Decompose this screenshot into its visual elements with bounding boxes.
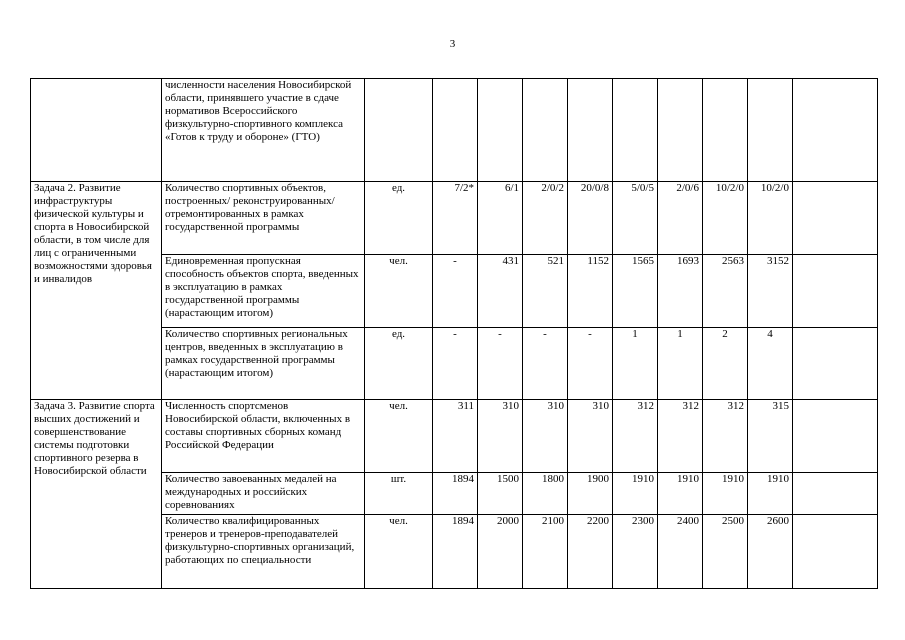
value-cell: 2/0/2 [523, 182, 568, 255]
note-cell [793, 473, 878, 515]
value-cell: 1800 [523, 473, 568, 515]
value-cell: 1910 [613, 473, 658, 515]
value-cell: 2200 [568, 515, 613, 589]
value-cell: 2300 [613, 515, 658, 589]
value-cell: 2600 [748, 515, 793, 589]
value-cell [568, 79, 613, 182]
value-cell: 6/1 [478, 182, 523, 255]
value-cell: 431 [478, 255, 523, 328]
indicator-name: Единовременная пропускная способность объектов спорта, введенных в эксплуатацию в рамках государственной программы (нарастающим итогом) [162, 255, 365, 328]
value-cell: 3152 [748, 255, 793, 328]
value-cell: 2/0/6 [658, 182, 703, 255]
value-cell: - [478, 328, 523, 400]
note-cell [793, 400, 878, 473]
value-cell: 521 [523, 255, 568, 328]
value-cell: 2500 [703, 515, 748, 589]
value-cell [433, 79, 478, 182]
indicator-name: Количество спортивных объектов, построенных/ реконструированных/ отремонтированных в рамках государственной программы [162, 182, 365, 255]
task-2-cell: Задача 2. Развитие инфраструктуры физической культуры и спорта в Новосибирской области, в том числе для лиц с ограниченными возможностями здоровья и инвалидов [31, 182, 162, 400]
indicator-name: Численность спортсменов Новосибирской области, включенных в составы спортивных сборных команд Российской Федерации [162, 400, 365, 473]
table-row [31, 400, 878, 473]
value-cell [748, 79, 793, 182]
indicator-name: Количество завоеванных медалей на международных и российских соревнованиях [162, 473, 365, 515]
value-cell: 4 [748, 328, 793, 400]
value-cell: 310 [523, 400, 568, 473]
value-cell: 20/0/8 [568, 182, 613, 255]
table-row [31, 182, 878, 255]
value-cell: - [523, 328, 568, 400]
value-cell: 7/2* [433, 182, 478, 255]
value-cell: 10/2/0 [748, 182, 793, 255]
value-cell: 310 [568, 400, 613, 473]
value-cell: - [433, 255, 478, 328]
value-cell: 312 [703, 400, 748, 473]
value-cell: 1565 [613, 255, 658, 328]
value-cell: 312 [613, 400, 658, 473]
value-cell: 1894 [433, 473, 478, 515]
value-cell: 1894 [433, 515, 478, 589]
value-cell [478, 79, 523, 182]
task-3-cell: Задача 3. Развитие спорта высших достижений и совершенствование системы подготовки спортивного резерва в Новосибирской области [31, 400, 162, 589]
value-cell: 1693 [658, 255, 703, 328]
value-cell: 10/2/0 [703, 182, 748, 255]
unit-cell: чел. [365, 255, 433, 328]
value-cell: 1910 [703, 473, 748, 515]
value-cell: 312 [658, 400, 703, 473]
indicator-name: численности населения Новосибирской области, принявшего участие в сдаче нормативов Всероссийского физкультурно-спортивного комплекса «Готов к труду и обороне» (ГТО) [162, 79, 365, 182]
value-cell: 2563 [703, 255, 748, 328]
note-cell [793, 255, 878, 328]
value-cell: 1910 [748, 473, 793, 515]
value-cell [613, 79, 658, 182]
page-number: 3 [449, 38, 456, 50]
value-cell: 1 [658, 328, 703, 400]
value-cell: 2400 [658, 515, 703, 589]
value-cell [523, 79, 568, 182]
indicators-table [30, 78, 878, 589]
value-cell: 311 [433, 400, 478, 473]
value-cell: 2 [703, 328, 748, 400]
note-cell [793, 328, 878, 400]
value-cell [703, 79, 748, 182]
unit-cell: чел. [365, 400, 433, 473]
table-row [31, 79, 878, 182]
value-cell: 2000 [478, 515, 523, 589]
value-cell: 1 [613, 328, 658, 400]
unit-cell: ед. [365, 328, 433, 400]
value-cell: 315 [748, 400, 793, 473]
indicator-name: Количество спортивных региональных центров, введенных в эксплуатацию в рамках государственной программы (нарастающим итогом) [162, 328, 365, 400]
value-cell: - [433, 328, 478, 400]
task-cell-empty [31, 79, 162, 182]
indicator-name: Количество квалифицированных тренеров и тренеров-преподавателей физкультурно-спортивных организаций, работающих по специальности [162, 515, 365, 589]
unit-cell: шт. [365, 473, 433, 515]
unit-cell: чел. [365, 515, 433, 589]
unit-cell [365, 79, 433, 182]
note-cell [793, 182, 878, 255]
value-cell: 1900 [568, 473, 613, 515]
note-cell [793, 515, 878, 589]
value-cell: 1152 [568, 255, 613, 328]
value-cell: 310 [478, 400, 523, 473]
value-cell: - [568, 328, 613, 400]
note-cell [793, 79, 878, 182]
unit-cell: ед. [365, 182, 433, 255]
value-cell: 2100 [523, 515, 568, 589]
value-cell: 1910 [658, 473, 703, 515]
value-cell [658, 79, 703, 182]
value-cell: 1500 [478, 473, 523, 515]
value-cell: 5/0/5 [613, 182, 658, 255]
